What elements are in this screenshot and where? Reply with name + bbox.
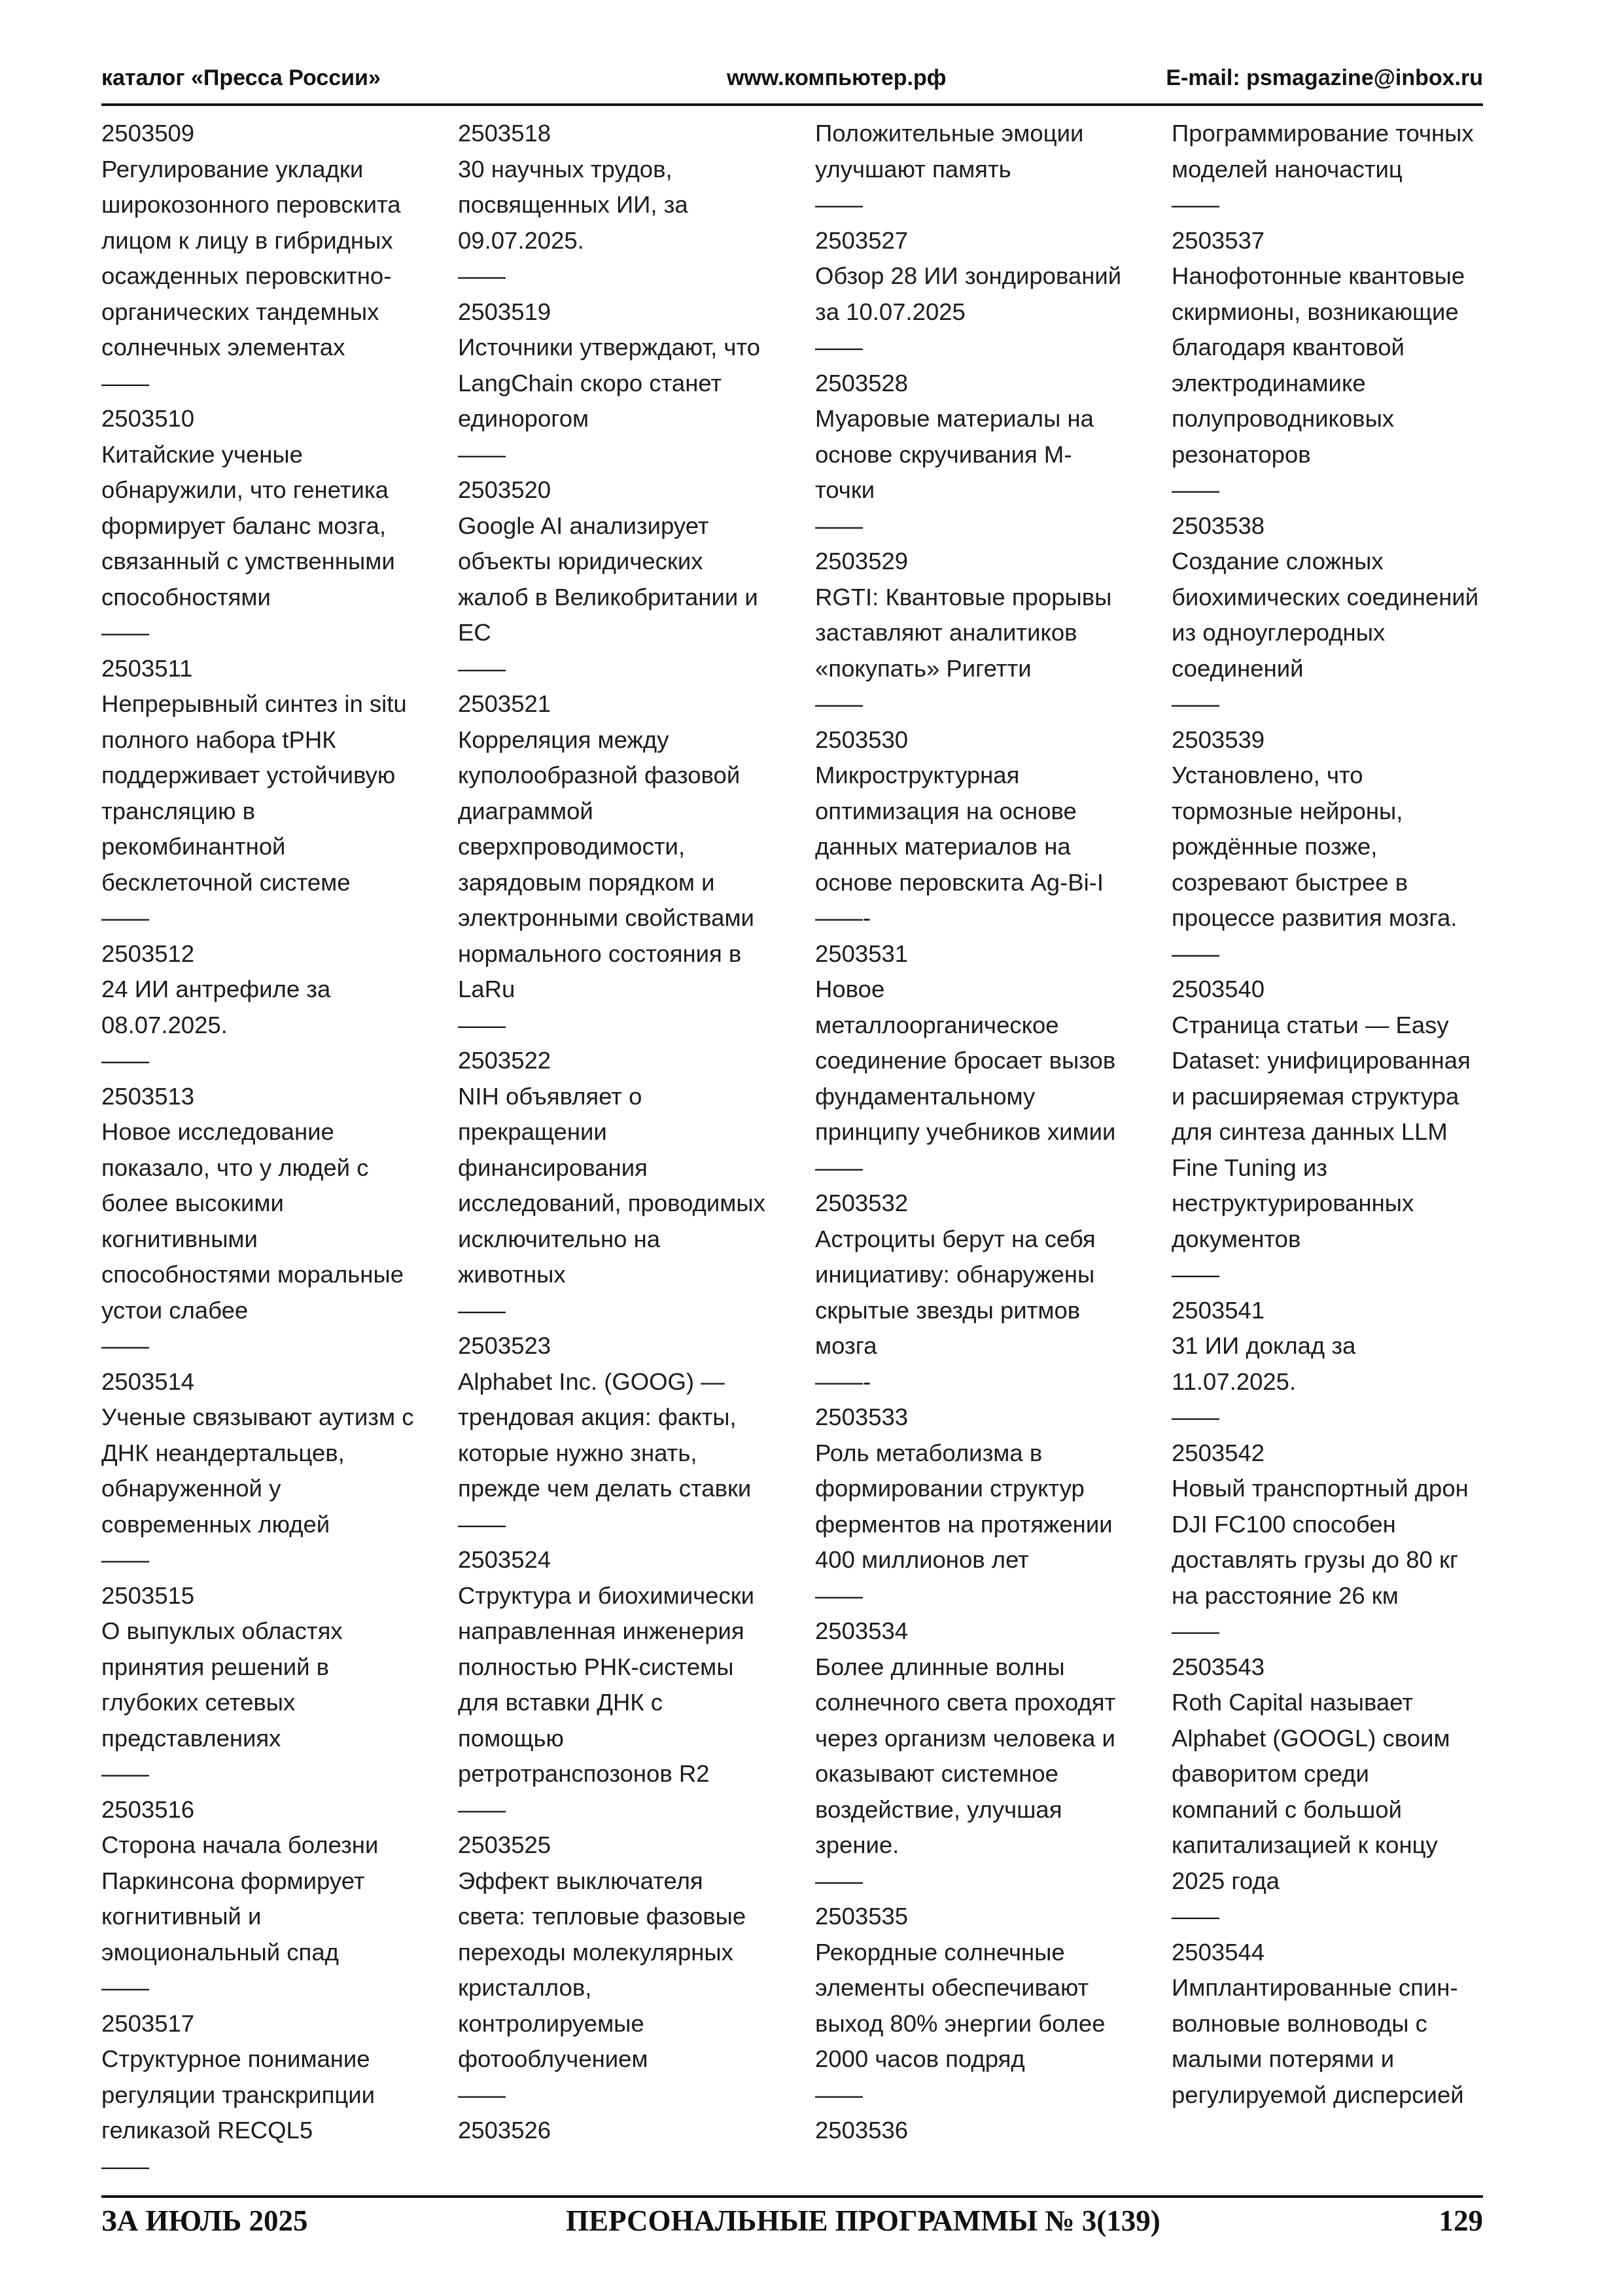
entry-title-line: доставлять грузы до 80 кг xyxy=(1172,1546,1459,1573)
entry-title-line: Создание сложных xyxy=(1172,548,1384,574)
entry-id: 2503525 xyxy=(458,1831,551,1858)
entry-id: 2503537 xyxy=(1172,226,1265,254)
entry-id: 2503514 xyxy=(101,1368,195,1395)
entry-separator: —— xyxy=(458,1296,506,1324)
entry-id: 2503529 xyxy=(815,548,909,574)
entry-title-line: на расстояние 26 км xyxy=(1172,1581,1399,1609)
entry-title-line: финансирования xyxy=(458,1154,648,1181)
entry-title-line: сверхпроводимости, xyxy=(458,833,686,860)
entry-separator: ——- xyxy=(815,904,871,931)
entry-separator: —— xyxy=(1172,940,1219,967)
entry-title-line: полного набора tРНК xyxy=(101,726,336,753)
entry-title-line: обнаруженной у xyxy=(101,1475,281,1502)
entry-title-line: объекты юридических xyxy=(458,548,703,574)
entry-separator: —— xyxy=(458,1795,506,1823)
entry-title-line: Имплантированные спин- xyxy=(1172,1974,1458,2001)
entry-title-line: инициативу: обнаружены xyxy=(815,1261,1095,1288)
entry-title-line: биохимических соединений xyxy=(1172,583,1479,610)
entry-id: 2503520 xyxy=(458,476,551,503)
entry-separator: —— xyxy=(101,1546,149,1573)
entry-title-line: выход 80% энергии более xyxy=(815,2009,1106,2037)
footer-issue-month: ЗА ИЮЛЬ 2025 xyxy=(101,2204,308,2237)
entry-title-line: ДНК неандертальцев, xyxy=(101,1439,345,1466)
entry-title-line: Dataset: унифицированная xyxy=(1172,1047,1471,1074)
entry-title-line: рождённые позже, xyxy=(1172,833,1378,860)
entry-title-line: О выпуклых областях xyxy=(101,1617,343,1644)
header-website-text: www.компьютер.рф xyxy=(727,65,947,90)
entry-title-line: принципу учебников химии xyxy=(815,1118,1116,1145)
text-column-3 xyxy=(815,116,1162,2149)
entry-title-line: металлоорганическое xyxy=(815,1011,1059,1038)
entry-separator: —— xyxy=(101,369,149,397)
entry-title-line: Новое xyxy=(815,976,885,1002)
entry-separator: —— xyxy=(101,619,149,646)
entry-title-line: из одноуглеродных xyxy=(1172,619,1386,646)
entry-separator: —— xyxy=(1172,1903,1219,1930)
entry-title-line: ферментов на протяжении xyxy=(815,1510,1113,1538)
entry-title-line: фаворитом среди xyxy=(1172,1760,1369,1787)
entry-title-line: поддерживает устойчивую xyxy=(101,762,396,788)
entry-title-line: регуляции транскрипции xyxy=(101,2081,375,2108)
entry-title-line: RGTI: Квантовые прорывы xyxy=(815,583,1112,610)
entry-title-line: кристаллов, xyxy=(458,1974,592,2001)
entry-separator: ——- xyxy=(815,1368,871,1395)
entry-title-line: скрытые звезды ритмов xyxy=(815,1296,1081,1324)
entry-separator: —— xyxy=(1172,476,1219,503)
entry-id: 2503533 xyxy=(815,1404,909,1430)
entry-title-line: капитализацией к концу xyxy=(1172,1831,1438,1858)
entry-title-line: посвященных ИИ, за xyxy=(458,191,688,218)
entry-id: 2503527 xyxy=(815,226,909,254)
entry-id: 2503528 xyxy=(815,369,909,397)
entry-id: 2503544 xyxy=(1172,1938,1265,1966)
entry-separator: —— xyxy=(101,1332,149,1359)
entry-title-line: нормального состояния в xyxy=(458,940,742,967)
entry-title-line: данных материалов на xyxy=(815,833,1071,860)
entry-title-line: Рекордные солнечные xyxy=(815,1938,1065,1966)
entry-title-line: 08.07.2025. xyxy=(101,1011,228,1038)
entry-title-line: электродинамике xyxy=(1172,369,1366,397)
entry-title-line: благодаря квантовой xyxy=(1172,334,1405,361)
entry-title-line: регулируемой дисперсией xyxy=(1172,2081,1464,2108)
entry-title-line: соединений xyxy=(1172,654,1304,682)
entry-title-line: LangChain скоро станет xyxy=(458,369,722,397)
entry-title-line: лицом к лицу в гибридных xyxy=(101,226,393,254)
entry-title-line: единорогом xyxy=(458,405,589,432)
entry-title-line: элементы обеспечивают xyxy=(815,1974,1089,2001)
entry-title-line: 2000 часов подряд xyxy=(815,2045,1025,2072)
entry-title-line: Новое исследование xyxy=(101,1118,334,1145)
entry-separator: —— xyxy=(815,690,863,717)
entry-title-line: Установлено, что xyxy=(1172,762,1363,788)
entry-id: 2503539 xyxy=(1172,726,1265,753)
entry-title-line: документов xyxy=(1172,1225,1301,1252)
entry-id: 2503541 xyxy=(1172,1296,1265,1324)
header-email-text: E-mail: psmagazine@inbox.ru xyxy=(1166,65,1483,90)
entry-title-line: оказывают системное xyxy=(815,1760,1058,1787)
entry-title-line: когнитивный и xyxy=(101,1903,262,1930)
entry-id: 2503543 xyxy=(1172,1653,1265,1680)
entry-title-line: 24 ИИ антрефиле за xyxy=(101,976,331,1002)
entry-title-line: показало, что у людей с xyxy=(101,1154,369,1181)
entry-title-line: компаний с большой xyxy=(1172,1795,1402,1823)
entry-separator: —— xyxy=(815,191,863,218)
entry-title-line: созревают быстрее в xyxy=(1172,868,1408,896)
entry-id: 2503542 xyxy=(1172,1439,1265,1466)
entry-title-line: «покупать» Ригетти xyxy=(815,654,1032,682)
entry-title-line: солнечных элементах xyxy=(101,334,345,361)
entry-title-line: устои слабее xyxy=(101,1296,249,1324)
entry-title-line: Google AI анализирует xyxy=(458,512,709,539)
entry-separator: —— xyxy=(458,2081,506,2108)
entry-title-line: зрение. xyxy=(815,1831,899,1858)
entry-title-line: жалоб в Великобритании и xyxy=(458,583,758,610)
entry-title-line: Сторона начала болезни xyxy=(101,1831,379,1858)
entry-title-line: Alphabet Inc. (GOOG) — xyxy=(458,1368,725,1395)
entry-title-line: Китайские ученые xyxy=(101,440,303,468)
entry-id: 2503526 xyxy=(458,2117,551,2144)
entry-title-line: более высокими xyxy=(101,1190,284,1216)
entry-title-line: оптимизация на основе xyxy=(815,797,1077,824)
entry-title-line: света: тепловые фазовые xyxy=(458,1903,746,1930)
entry-title-line: 30 научных трудов, xyxy=(458,155,672,183)
entry-separator: —— xyxy=(458,654,506,682)
entry-title-line: широкозонного перовскита xyxy=(101,191,401,218)
header-catalog-text: каталог «Пресса России» xyxy=(101,65,381,90)
header-rule xyxy=(101,103,1483,106)
entry-title-line: резонаторов xyxy=(1172,440,1311,468)
entry-separator: —— xyxy=(1172,690,1219,717)
entry-id: 2503519 xyxy=(458,298,551,325)
entry-title-line: Регулирование укладки xyxy=(101,155,364,183)
entry-id: 2503515 xyxy=(101,1581,195,1609)
entry-title-line: солнечного света проходят xyxy=(815,1689,1116,1716)
page-header xyxy=(101,65,1483,98)
entry-id: 2503538 xyxy=(1172,512,1265,539)
entry-title-line: Астроциты берут на себя xyxy=(815,1225,1096,1252)
entry-title-line: прежде чем делать ставки xyxy=(458,1475,752,1502)
entry-title-line: осажденных перовскитно- xyxy=(101,262,392,289)
entry-separator: —— xyxy=(458,440,506,468)
entry-id: 2503531 xyxy=(815,940,909,967)
entry-title-line: воздействие, улучшая xyxy=(815,1795,1062,1823)
entry-title-line: контролируемые xyxy=(458,2009,644,2037)
entry-title-line: полупроводниковых xyxy=(1172,405,1395,432)
entry-title-line: фундаментальному xyxy=(815,1082,1036,1110)
entry-title-line: представлениях xyxy=(101,1724,281,1752)
entry-title-line: Положительные эмоции xyxy=(815,120,1084,147)
entry-separator: —— xyxy=(815,512,863,539)
entry-separator: —— xyxy=(1172,191,1219,218)
entry-title-line: 11.07.2025. xyxy=(1172,1368,1297,1395)
entry-separator: —— xyxy=(101,1760,149,1787)
entry-title-line: Новый транспортный дрон xyxy=(1172,1475,1469,1502)
entry-id: 2503523 xyxy=(458,1332,551,1359)
entry-title-line: способностями моральные xyxy=(101,1261,404,1288)
entry-title-line: Ученые связывают аутизм с xyxy=(101,1404,414,1430)
page-number: 129 xyxy=(1439,2204,1483,2237)
entry-title-line: Структурное понимание xyxy=(101,2045,370,2072)
entry-title-line: Структура и биохимически xyxy=(458,1581,755,1609)
entry-title-line: помощью xyxy=(458,1724,564,1752)
entry-separator: —— xyxy=(458,1011,506,1038)
entry-title-line: современных людей xyxy=(101,1510,330,1538)
text-column-1 xyxy=(101,116,448,2184)
entry-title-line: переходы молекулярных xyxy=(458,1938,733,1966)
entry-id: 2503536 xyxy=(815,2117,909,2144)
entry-title-line: исследований, проводимых xyxy=(458,1190,765,1216)
entry-separator: —— xyxy=(1172,1261,1219,1288)
entry-id: 2503517 xyxy=(101,2009,195,2037)
entry-separator: —— xyxy=(815,334,863,361)
entry-id: 2503516 xyxy=(101,1795,195,1823)
entry-title-line: Roth Capital называет xyxy=(1172,1689,1414,1716)
entry-separator: —— xyxy=(815,1867,863,1894)
text-column-2 xyxy=(458,116,805,2149)
entry-title-line: когнитивными xyxy=(101,1225,258,1252)
page-footer xyxy=(101,2204,1483,2243)
entry-separator: —— xyxy=(1172,1617,1219,1644)
entry-title-line: LaRu xyxy=(458,976,515,1002)
text-column-4 xyxy=(1172,116,1518,2113)
entry-title-line: Нанофотонные квантовые xyxy=(1172,262,1465,289)
entry-title-line: процессе развития мозга. xyxy=(1172,904,1457,931)
entry-title-line: за 10.07.2025 xyxy=(815,298,966,325)
entry-title-line: электронными свойствами xyxy=(458,904,754,931)
entry-title-line: трендовая акция: факты, xyxy=(458,1404,737,1430)
entry-title-line: для синтеза данных LLM xyxy=(1172,1118,1448,1145)
entry-title-line: для вставки ДНК с xyxy=(458,1689,663,1716)
entry-title-line: Паркинсона формирует xyxy=(101,1867,365,1894)
entry-id: 2503530 xyxy=(815,726,909,753)
entry-title-line: органических тандемных xyxy=(101,298,379,325)
entry-title-line: обнаружили, что генетика xyxy=(101,476,389,503)
entry-title-line: фотооблучением xyxy=(458,2045,648,2072)
entry-title-line: полностью РНК-системы xyxy=(458,1653,734,1680)
entry-separator: —— xyxy=(1172,1404,1219,1430)
entry-id: 2503511 xyxy=(101,654,193,682)
entry-title-line: зарядовым порядком и xyxy=(458,868,715,896)
entry-title-line: диаграммой xyxy=(458,797,593,824)
entry-title-line: Источники утверждают, что xyxy=(458,334,761,361)
entry-title-line: Корреляция между xyxy=(458,726,669,753)
entry-title-line: через организм человека и xyxy=(815,1724,1115,1752)
footer-rule xyxy=(101,2195,1483,2198)
entry-title-line: формирует баланс мозга, xyxy=(101,512,386,539)
entry-separator: —— xyxy=(815,1581,863,1609)
entry-id: 2503510 xyxy=(101,405,195,432)
entry-title-line: способностями xyxy=(101,583,271,610)
entry-title-line: Более длинные волны xyxy=(815,1653,1065,1680)
entry-id: 2503509 xyxy=(101,120,195,147)
entry-title-line: DJI FC100 способен xyxy=(1172,1510,1396,1538)
entry-title-line: и расширяемая структура xyxy=(1172,1082,1459,1110)
entry-id: 2503521 xyxy=(458,690,551,717)
entry-title-line: бесклеточной системе xyxy=(101,868,351,896)
entry-title-line: NIH объявляет о xyxy=(458,1082,642,1110)
entry-id: 2503512 xyxy=(101,940,195,967)
entry-title-line: рекомбинантной xyxy=(101,833,286,860)
entry-title-line: скирмионы, возникающие xyxy=(1172,298,1459,325)
entry-title-line: основе перовскита Ag-Bi-I xyxy=(815,868,1104,896)
entry-title-line: направленная инженерия xyxy=(458,1617,744,1644)
entry-title-line: которые нужно знать, xyxy=(458,1439,697,1466)
entry-title-line: ЕС xyxy=(458,619,491,646)
entry-separator: —— xyxy=(101,1974,149,2001)
entry-title-line: моделей наночастиц xyxy=(1172,155,1403,183)
entry-title-line: Fine Tuning из xyxy=(1172,1154,1327,1181)
entry-title-line: Программирование точных xyxy=(1172,120,1474,147)
entry-title-line: Эффект выключателя xyxy=(458,1867,703,1894)
entry-title-line: Страница статьи — Easy xyxy=(1172,1011,1449,1038)
entry-id: 2503535 xyxy=(815,1903,909,1930)
entry-title-line: трансляцию в xyxy=(101,797,255,824)
entry-separator: —— xyxy=(458,1510,506,1538)
entry-title-line: Обзор 28 ИИ зондирований xyxy=(815,262,1122,289)
entry-title-line: животных xyxy=(458,1261,566,1288)
entry-title-line: связанный с умственными xyxy=(101,548,395,574)
entry-separator: —— xyxy=(458,262,506,289)
entry-id: 2503524 xyxy=(458,1546,551,1573)
entry-title-line: заставляют аналитиков xyxy=(815,619,1077,646)
entry-title-line: формировании структур xyxy=(815,1475,1085,1502)
entry-separator: —— xyxy=(815,2081,863,2108)
entry-separator: —— xyxy=(101,904,149,931)
entry-title-line: исключительно на xyxy=(458,1225,661,1252)
entry-title-line: глубоких сетевых xyxy=(101,1689,296,1716)
entry-id: 2503534 xyxy=(815,1617,909,1644)
entry-title-line: улучшают память xyxy=(815,155,1011,183)
entry-title-line: волновые волноводы с xyxy=(1172,2009,1427,2037)
entry-title-line: куполообразной фазовой xyxy=(458,762,741,788)
entry-title-line: основе скручивания М- xyxy=(815,440,1072,468)
entry-separator: —— xyxy=(101,1047,149,1074)
entry-title-line: точки xyxy=(815,476,875,503)
entry-id: 2503518 xyxy=(458,120,551,147)
footer-magazine-title: ПЕРСОНАЛЬНЫЕ ПРОГРАММЫ № 3(139) xyxy=(566,2204,1161,2237)
entry-title-line: эмоциональный спад xyxy=(101,1938,339,1966)
entry-id: 2503522 xyxy=(458,1047,551,1074)
entry-title-line: Микроструктурная xyxy=(815,762,1020,788)
entry-title-line: ретротранспозонов R2 xyxy=(458,1760,710,1787)
entry-title-line: Alphabet (GOOGL) своим xyxy=(1172,1724,1450,1752)
entry-id: 2503540 xyxy=(1172,976,1265,1002)
entry-title-line: прекращении xyxy=(458,1118,607,1145)
entry-separator: —— xyxy=(101,2152,149,2180)
entry-title-line: принятия решений в xyxy=(101,1653,330,1680)
entry-title-line: соединение бросает вызов xyxy=(815,1047,1116,1074)
entry-title-line: неструктурированных xyxy=(1172,1190,1414,1216)
entry-title-line: 2025 года xyxy=(1172,1867,1280,1894)
entry-title-line: Непрерывный синтез in situ xyxy=(101,690,407,717)
entry-id: 2503532 xyxy=(815,1190,909,1216)
entry-separator: —— xyxy=(815,1154,863,1181)
entry-title-line: тормозные нейроны, xyxy=(1172,797,1403,824)
entry-title-line: малыми потерями и xyxy=(1172,2045,1395,2072)
entry-title-line: мозга xyxy=(815,1332,877,1359)
entry-title-line: 09.07.2025. xyxy=(458,226,584,254)
entry-title-line: 31 ИИ доклад за xyxy=(1172,1332,1356,1359)
entry-title-line: 400 миллионов лет xyxy=(815,1546,1029,1573)
entry-id: 2503513 xyxy=(101,1082,195,1110)
entry-title-line: Роль метаболизма в xyxy=(815,1439,1043,1466)
entry-title-line: геликазой RECQL5 xyxy=(101,2117,313,2144)
entry-title-line: Муаровые материалы на xyxy=(815,405,1094,432)
